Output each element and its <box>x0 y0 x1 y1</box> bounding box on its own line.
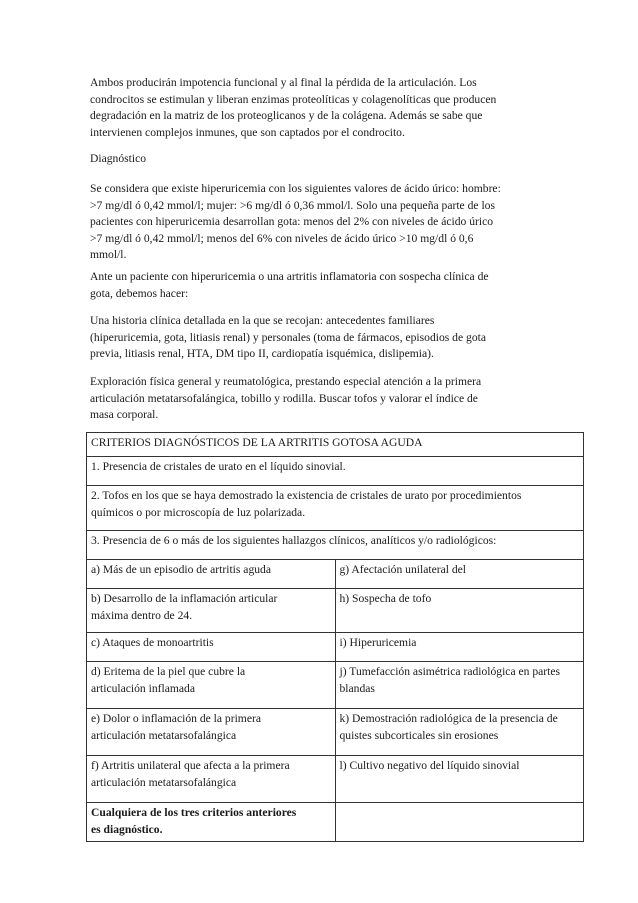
table-row <box>87 531 584 560</box>
table-row <box>87 756 584 803</box>
finding-l: l) Cultivo negativo del líquido sinovial <box>335 756 584 803</box>
finding-d: d) Eritema de la piel que cubre la articulación inflamada <box>87 662 336 709</box>
finding-f: f) Artritis unilateral que afecta a la primera articulación metatarsofalángica <box>87 756 336 803</box>
finding-i: i) Hiperuricemia <box>335 633 584 662</box>
criterion-1: 1. Presencia de cristales de urato en el líquido sinovial. <box>87 457 584 486</box>
empty-cell <box>335 803 584 842</box>
table-row <box>87 662 584 709</box>
table-row <box>87 709 584 756</box>
paragraph-clinical-history: Una historia clínica detallada en la que se recojan: antecedentes familiares (hiperuricemia, gota, litiasis renal) y personales (toma de fármacos, episodios de gota previa, litiasis renal, HTA, DM tipo II, cardiopatía isquémica, dislipemia). <box>90 314 486 361</box>
diagnostic-conclusion: Cualquiera de los tres criterios anteriores es diagnóstico. <box>87 803 336 842</box>
finding-c: c) Ataques de monoartritis <box>87 633 336 662</box>
table-row <box>87 803 584 842</box>
criterion-2: 2. Tofos en los que se haya demostrado la existencia de cristales de urato por procedimientos químicos o por microscopía de luz polarizada. <box>87 486 584 531</box>
section-heading-diagnostico: Diagnóstico <box>90 152 147 165</box>
finding-e: e) Dolor o inflamación de la primera articulación metatarsofalángica <box>87 709 336 756</box>
paragraph-pathophysiology: Ambos producirán impotencia funcional y al final la pérdida de la articulación. Los condrocitos se estimulan y liberan enzimas proteolíticas y colagenolíticas que producen degradación en la matriz de los proteoglicanos y de la colágena. Además se sabe que intervienen complejos inmunes, que son captados por el condrocito. <box>90 76 497 139</box>
table-row <box>87 457 584 486</box>
table-row <box>87 589 584 633</box>
table-row <box>87 633 584 662</box>
table-title-row <box>87 433 584 457</box>
finding-a: a) Más de un episodio de artritis aguda <box>87 560 336 589</box>
finding-k: k) Demostración radiológica de la presencia de quistes subcorticales sin erosiones <box>335 709 584 756</box>
criterion-3: 3. Presencia de 6 o más de los siguientes hallazgos clínicos, analíticos y/o radiológicos: <box>87 531 584 560</box>
table-row <box>87 486 584 531</box>
table-row <box>87 560 584 589</box>
paragraph-approach: Ante un paciente con hiperuricemia o una artritis inflamatoria con sospecha clínica de gota, debemos hacer: <box>90 270 489 300</box>
criteria-table <box>86 432 584 842</box>
finding-h: h) Sospecha de tofo <box>335 589 584 633</box>
paragraph-hyperuricemia-values: Se considera que existe hiperuricemia con los siguientes valores de ácido úrico: hombre: >7 mg/dl ó 0,42 mmol/l; mujer: >6 mg/dl ó 0,36 mmol/l. Solo una pequeña parte de los pacientes con hiperuricemia desarrollan gota: menos del 2% con niveles de ácido úrico >7 mg/dl ó 0,42 mmol/l; menos del 6% con niveles de ácido úrico >10 mg/dl ó 0,6 mmol/l. <box>90 182 501 262</box>
finding-g: g) Afectación unilateral del <box>335 560 584 589</box>
finding-j: j) Tumefacción asimétrica radiológica en partes blandas <box>335 662 584 709</box>
paragraph-physical-exam: Exploración física general y reumatológica, prestando especial atención a la primera articulación metatarsofalángica, tobillo y rodilla. Buscar tofos y valorar el índice de masa corporal. <box>90 375 482 422</box>
table-title: CRITERIOS DIAGNÓSTICOS DE LA ARTRITIS GOTOSA AGUDA <box>87 433 584 457</box>
finding-b: b) Desarrollo de la inflamación articular máxima dentro de 24. <box>87 589 336 633</box>
